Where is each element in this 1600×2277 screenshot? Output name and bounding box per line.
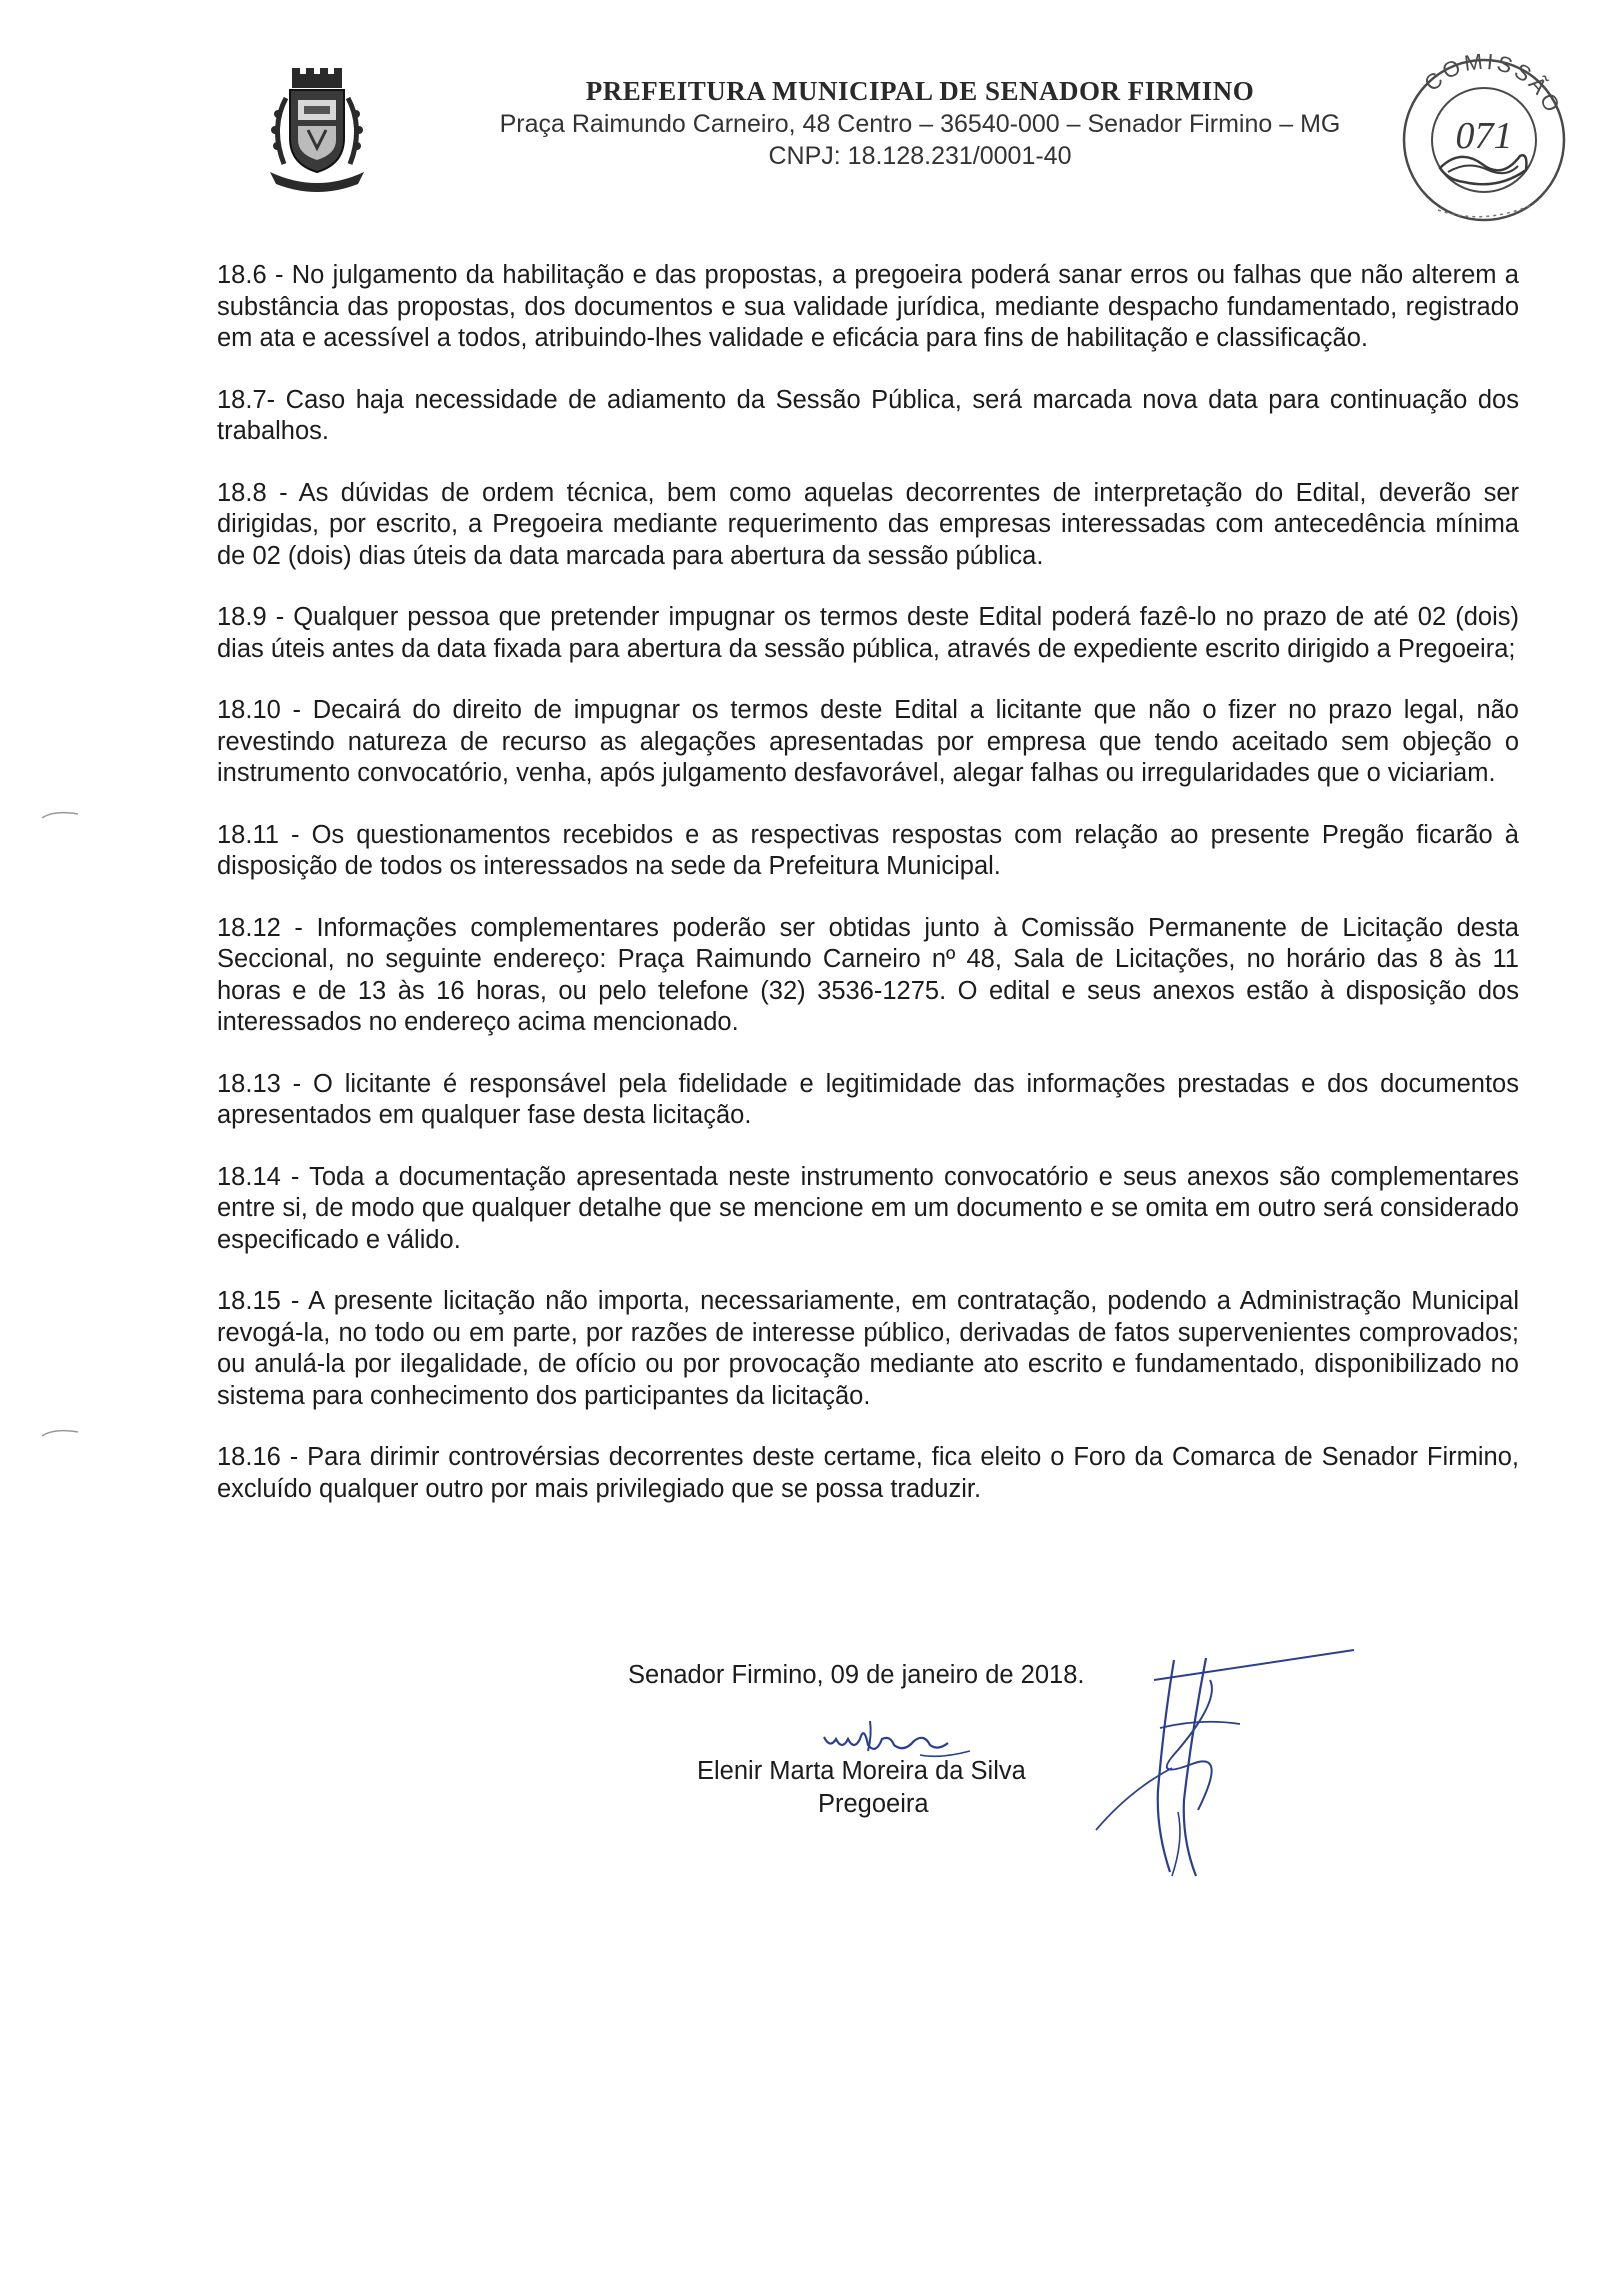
clause-18-12: 18.12 - Informações complementares poderão ser obtidas junto à Comissão Permanente de Licitação desta Seccional, no seguinte endereço: Praça Raimundo Carneiro nº 48, Sala de Licitações, no horário das 8 às 11 horas e de 13 às 16 horas, ou pelo telefone (32) 3536-1275. O edital e seus anexos estão à disposição dos interessados no endereço acima mencionado. bbox=[217, 913, 1519, 1036]
clause-18-16: 18.16 - Para dirimir controvérsias decorrentes deste certame, fica eleito o Foro da Comarca de Senador Firmino, excluído qualquer outro por mais privilegiado que se possa traduzir. bbox=[217, 1443, 1519, 1503]
svg-text:COMISSÃO bbox=[1419, 48, 1566, 118]
stamp-top-text: COMISSÃO bbox=[1419, 48, 1567, 119]
municipality-title: PREFEITURA MUNICIPAL DE SENADOR FIRMINO bbox=[585, 76, 1255, 106]
municipality-cnpj: CNPJ: 18.128.231/0001-40 bbox=[768, 142, 1072, 170]
clause-18-13: 18.13 - O licitante é responsável pela fidelidade e legitimidade das informações prestadas e dos documentos apresentados em qualquer fase desta licitação. bbox=[217, 1069, 1519, 1129]
clause-18-10: 18.10 - Decairá do direito de impugnar os termos deste Edital a licitante que não o fizer no prazo legal, não revestindo natureza de recurso as alegações apresentadas por empresa que tendo aceitado sem objeção o instrumento convocatório, venha, após julgamento desfavorável, alegar falhas ou irregularidades que o viciariam. bbox=[217, 696, 1519, 787]
stamp-number: 071 bbox=[1455, 115, 1513, 157]
margin-mark-icon bbox=[40, 808, 80, 822]
coat-of-arms-icon bbox=[262, 68, 372, 196]
municipality-address: Praça Raimundo Carneiro, 48 Centro – 36540-000 – Senador Firmino – MG bbox=[499, 110, 1341, 138]
letterhead bbox=[440, 74, 1400, 172]
clause-18-9: 18.9 - Qualquer pessoa que pretender impugnar os termos deste Edital poderá fazê-lo no prazo de até 02 (dois) dias úteis antes da data fixada para abertura da sessão pública, através de expediente escrito dirigido a Pregoeira; bbox=[217, 603, 1519, 663]
handwritten-signature-icon bbox=[1060, 1640, 1360, 1880]
clause-18-15: 18.15 - A presente licitação não importa, necessariamente, em contratação, podendo a Administração Municipal revogá-la, no todo ou em parte, por razões de interesse público, derivadas de fatos supervenientes comprovados; ou anulá-la por ilegalidade, de ofício ou por provocação mediante ato escrito e fundamentado, disponibilizado no sistema para conhecimento dos participantes da licitação. bbox=[217, 1287, 1519, 1410]
clause-18-6: 18.6 - No julgamento da habilitação e das propostas, a pregoeira poderá sanar erros ou falhas que não alterem a substância das propostas, dos documentos e sua validade jurídica, mediante despacho fundamentado, registrado em ata e acessível a todos, atribuindo-lhes validade e eficácia para fins de habilitação e classificação. bbox=[217, 261, 1519, 352]
commission-stamp-icon bbox=[1378, 40, 1588, 230]
clause-18-14: 18.14 - Toda a documentação apresentada neste instrumento convocatório e seus anexos são complementares entre si, de modo que qualquer detalhe que se mencione em um documento e se omita em outro será considerado especificado e válido. bbox=[217, 1162, 1519, 1254]
clause-18-8: 18.8 - As dúvidas de ordem técnica, bem como aquelas decorrentes de interpretação do Edital, deverão ser dirigidas, por escrito, a Pregoeira mediante requerimento das empresas interessadas com antecedência mínima de 02 (dois) dias úteis da data marcada para abertura da sessão pública. bbox=[217, 478, 1519, 570]
clause-18-7: 18.7- Caso haja necessidade de adiamento da Sessão Pública, será marcada nova data para continuação dos trabalhos. bbox=[217, 385, 1519, 445]
signer-role: Pregoeira bbox=[818, 1790, 929, 1818]
document-body bbox=[217, 260, 1519, 1505]
margin-mark-icon bbox=[40, 1426, 80, 1440]
place-and-date: Senador Firmino, 09 de janeiro de 2018. bbox=[628, 1661, 1085, 1689]
signer-name: Elenir Marta Moreira da Silva bbox=[697, 1757, 1026, 1785]
clause-18-11: 18.11 - Os questionamentos recebidos e as respectivas respostas com relação ao presente Pregão ficarão à disposição de todos os interessados na sede da Prefeitura Municipal. bbox=[217, 820, 1519, 880]
